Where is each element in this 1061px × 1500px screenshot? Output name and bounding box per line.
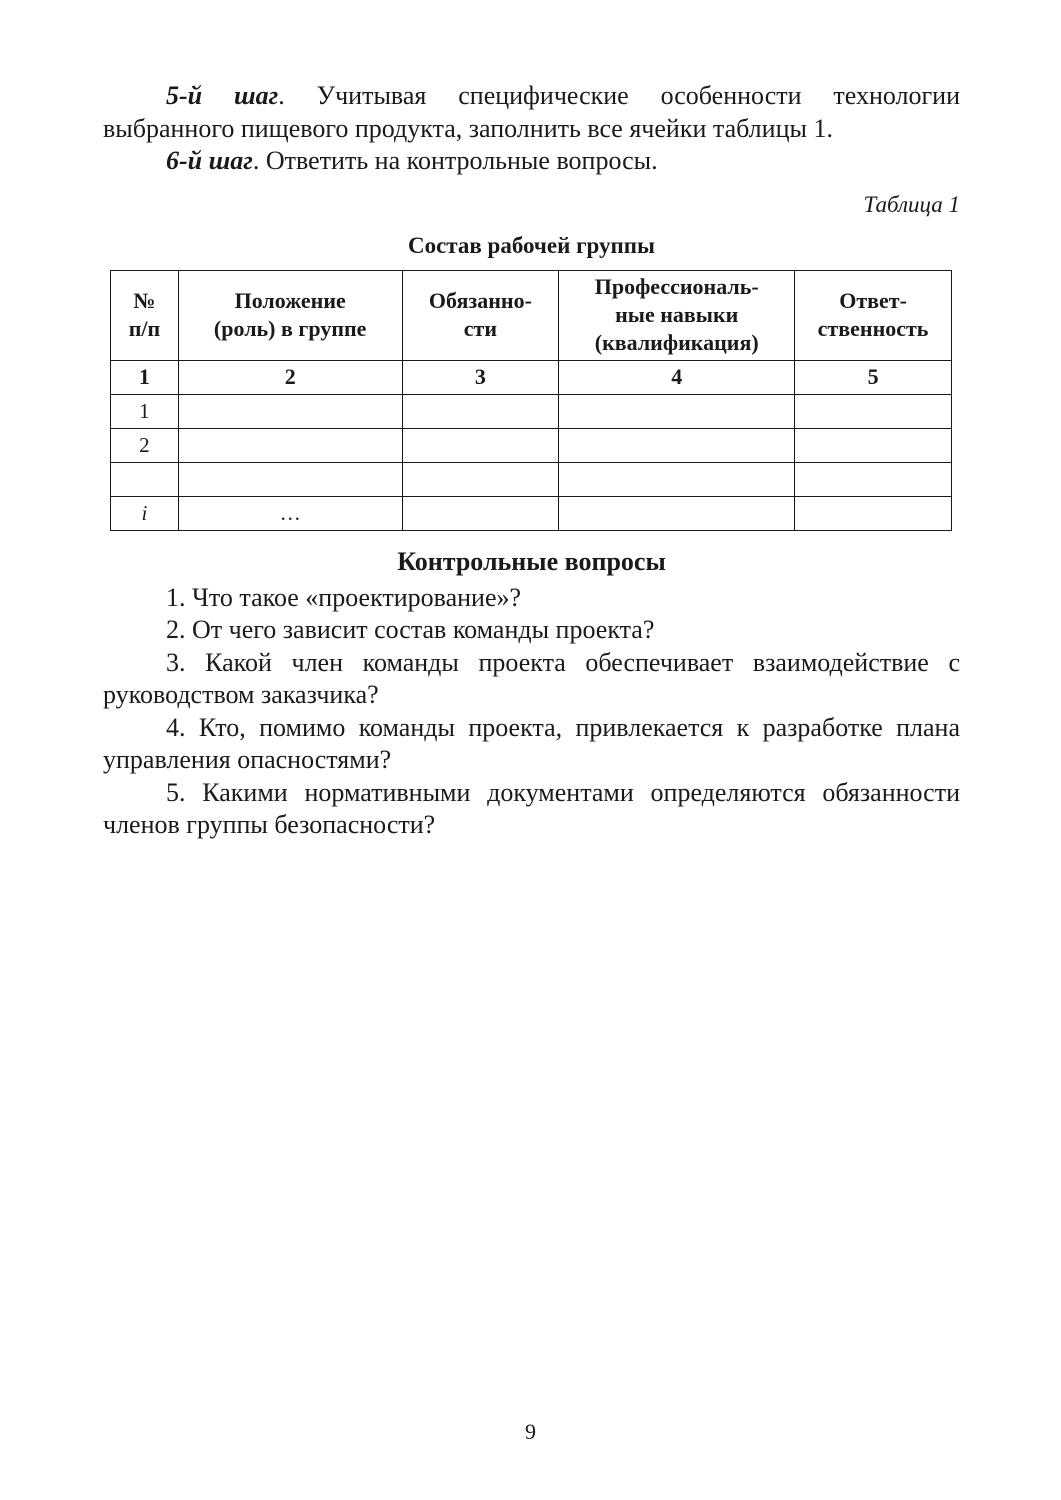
step-5-text: . Учитывая специфические особенности технологии выбранного пищевого продукта, заполнить все ячейки таблицы 1. [103,81,961,143]
page-content [103,80,960,842]
table-cell: 2 [111,428,179,462]
table-cell [178,394,402,428]
table-cell: 1 [111,394,179,428]
table-cell [178,462,402,496]
page-number: 9 [525,1419,536,1444]
section-title: Контрольные вопросы [397,546,666,576]
table-cell [111,462,179,496]
step-5-paragraph [103,80,960,145]
table-cell [402,496,559,530]
table-cell [178,428,402,462]
step-6-text: . Ответить на контрольные вопросы. [252,146,658,175]
question-3: 3. Какой член команды проекта обеспечивает взаимодействие с руководством заказчика? [103,647,960,709]
table-cell [559,428,795,462]
question-5: 5. Какими нормативными документами определяются обязанности членов группы безопасности? [103,777,960,839]
table-cell [559,394,795,428]
table-cell [402,428,559,462]
column-number: 4 [559,360,795,394]
header-duties: Обязанно- сти [402,270,559,360]
table-cell [795,496,952,530]
table-row [111,428,952,462]
question-4: 4. Кто, помимо команды проекта, привлекается к разработке плана управления опасностями? [103,712,960,774]
table-row [111,496,952,530]
column-number: 3 [402,360,559,394]
table-caption: Таблица 1 [863,191,960,217]
header-number: № п/п [111,270,179,360]
step-6-label: 6-й шаг [166,146,253,175]
table-cell [559,496,795,530]
table-cell [795,394,952,428]
table-cell [402,462,559,496]
column-number-row [111,360,952,394]
table-cell [402,394,559,428]
table-header-row [111,270,952,360]
work-group-table [110,270,952,531]
table-title: Состав рабочей группы [407,232,656,258]
column-number: 5 [795,360,952,394]
step-6-paragraph [103,145,960,178]
table-cell [559,462,795,496]
header-role: Положение (роль) в группе [178,270,402,360]
table-cell: … [178,496,402,530]
table-cell [795,462,952,496]
step-5-label: 5-й шаг [166,81,279,110]
table-cell: i [111,496,179,530]
question-1: 1. Что такое «проектирование»? [166,582,522,612]
column-number: 2 [178,360,402,394]
question-2: 2. От чего зависит состав команды проекта? [166,615,655,644]
header-skills: Профессиональ- ные навыки (квалификация) [559,270,795,360]
table-cell [795,428,952,462]
header-responsibility: Ответ- ственность [795,270,952,360]
column-number: 1 [111,360,179,394]
table-row [111,394,952,428]
table-row [111,462,952,496]
